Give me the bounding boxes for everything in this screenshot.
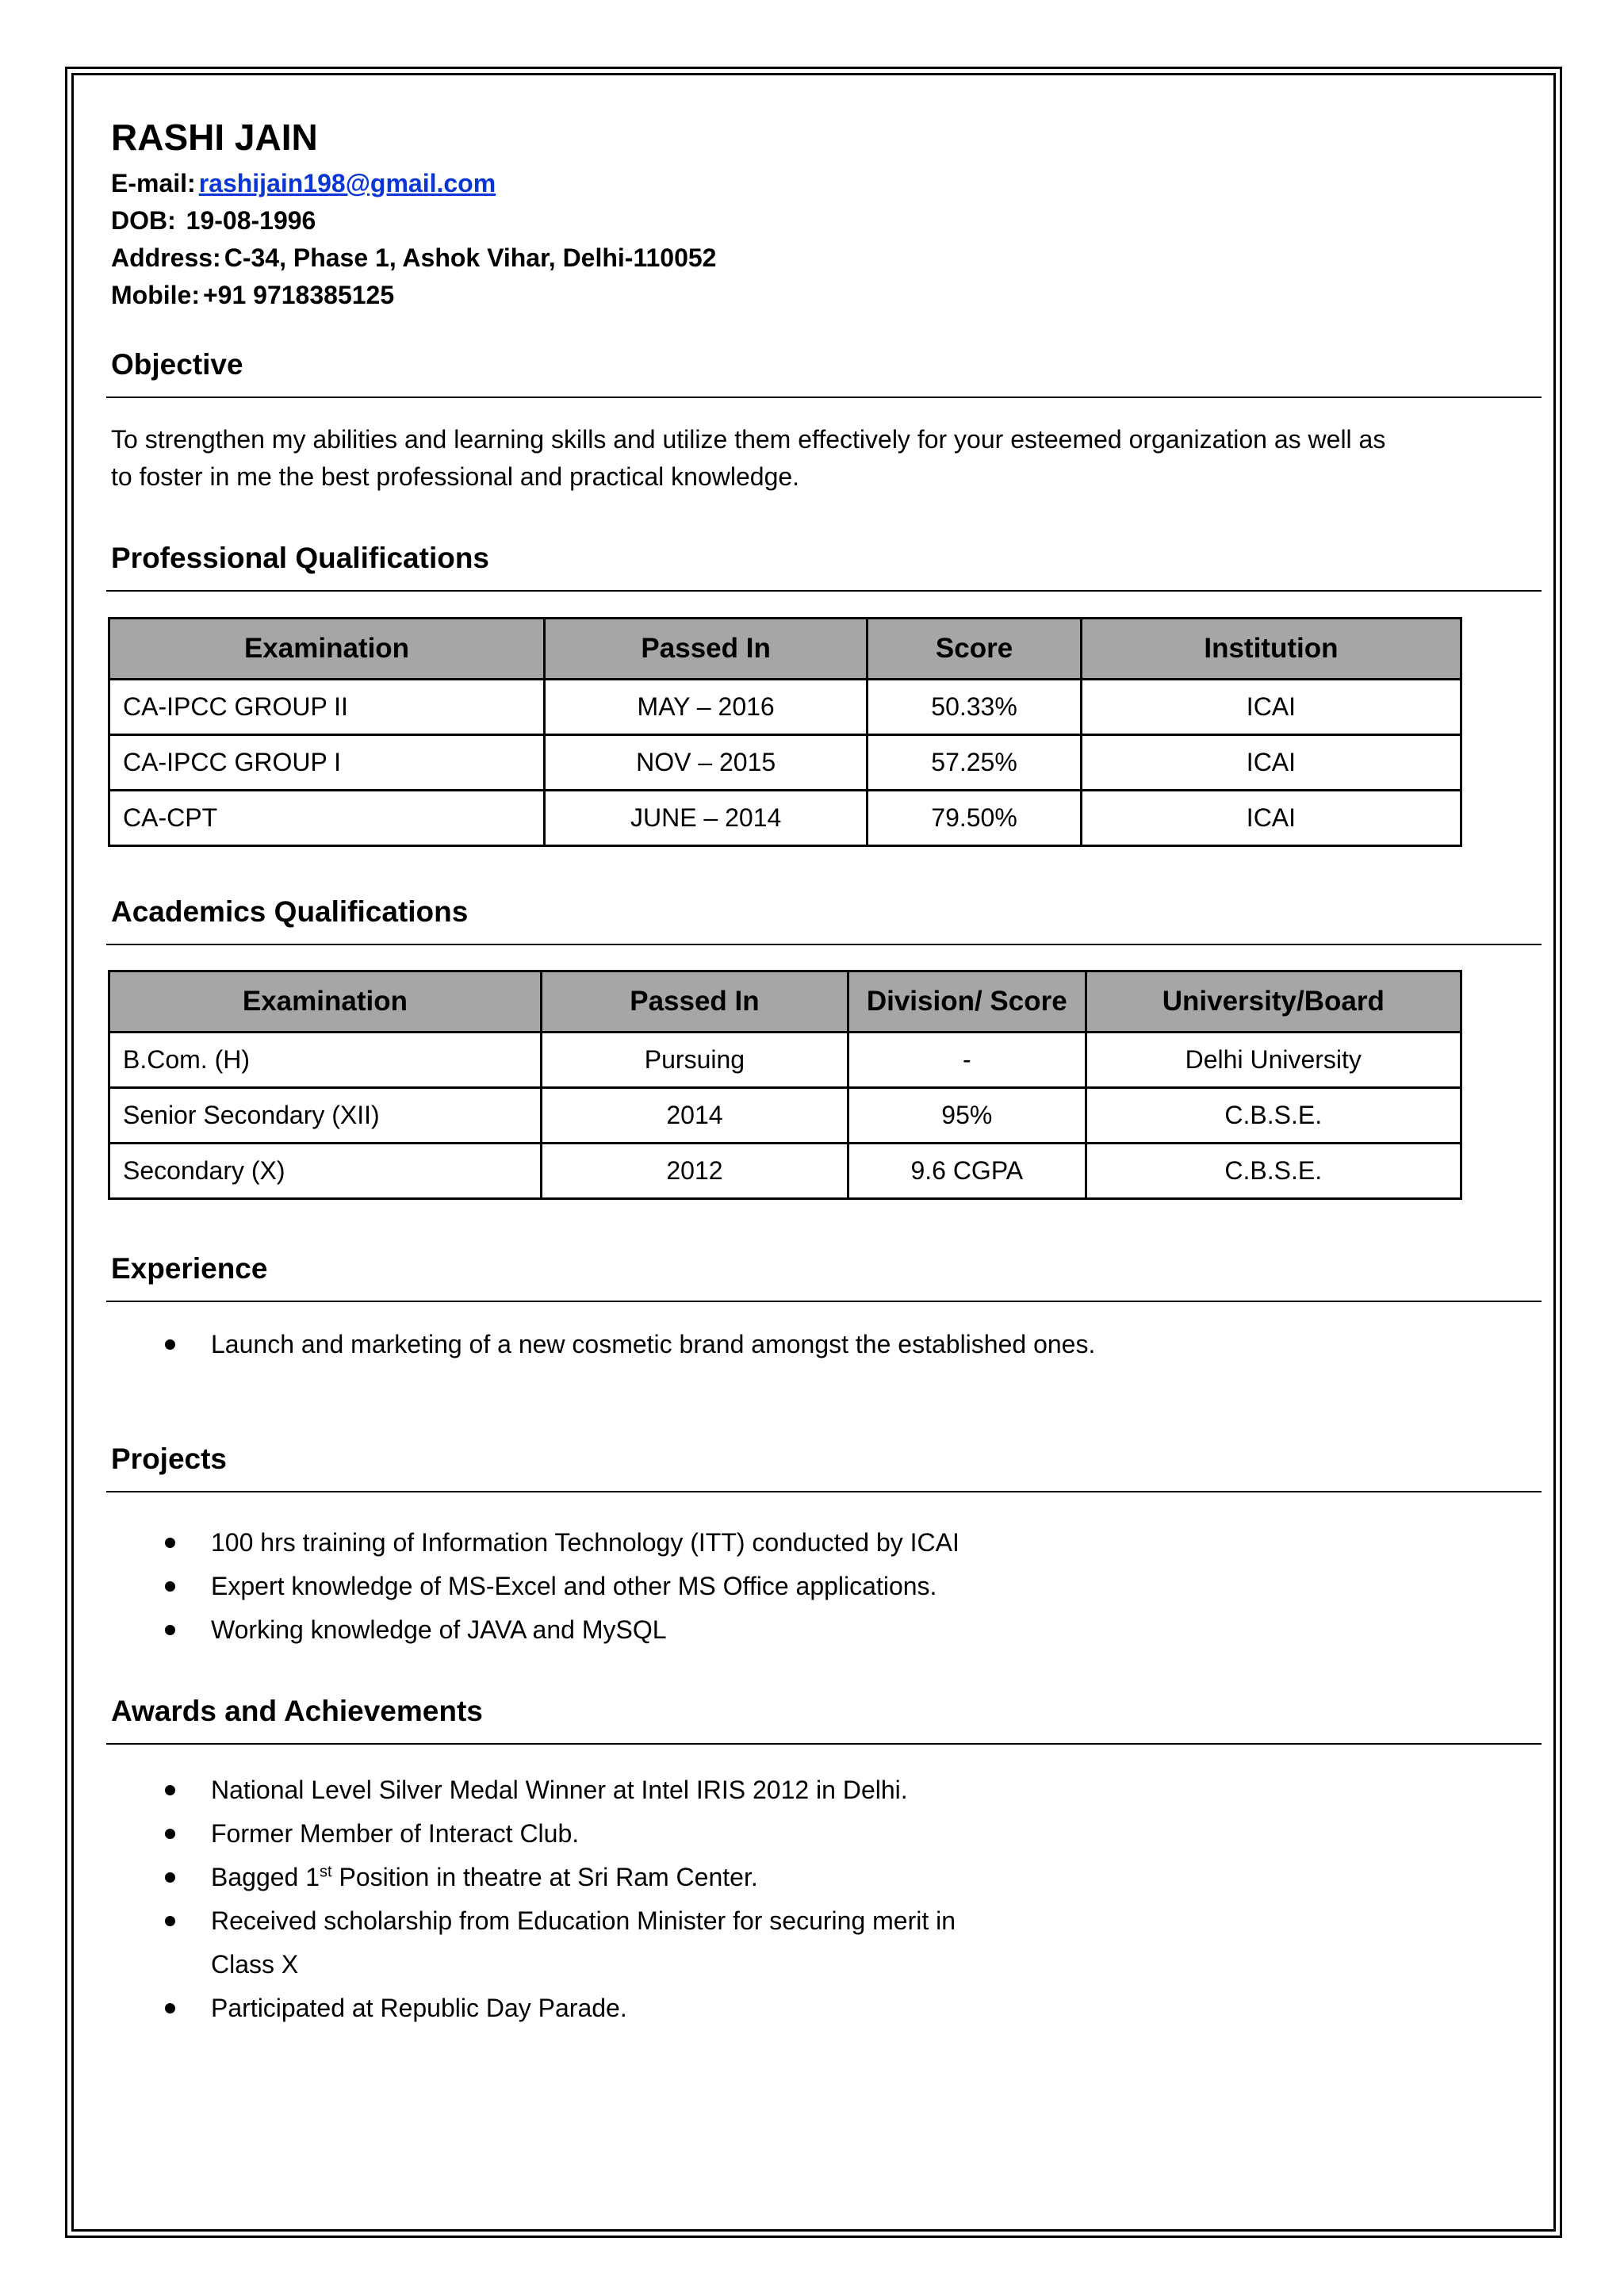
table-cell: Secondary (X) <box>109 1144 542 1199</box>
table-cell: NOV – 2015 <box>545 735 868 791</box>
bullet-icon <box>165 1339 175 1350</box>
mobile-value: +91 9718385125 <box>202 281 395 309</box>
list-item-text: Working knowledge of JAVA and MySQL <box>211 1615 667 1644</box>
table-row <box>109 1144 1461 1199</box>
academic-table <box>108 970 1462 1200</box>
dob-value: 19-08-1996 <box>186 206 316 235</box>
table-cell: 95% <box>848 1088 1086 1144</box>
table-cell: 50.33% <box>868 680 1082 735</box>
objective-text-line-1: To strengthen my abilities and learning skills and utilize them effectively for your esteemed organization as well as <box>111 425 1386 454</box>
bullet-icon <box>165 1829 175 1839</box>
bullet-icon <box>165 2003 175 2013</box>
table-cell: - <box>848 1033 1086 1088</box>
column-header: Score <box>868 619 1082 680</box>
table-row <box>109 791 1461 846</box>
address-line <box>111 239 1548 277</box>
table-cell: ICAI <box>1081 791 1461 846</box>
list-item-text: Participated at Republic Day Parade. <box>211 1994 627 2022</box>
bullet-icon <box>165 1785 175 1795</box>
table-cell: C.B.S.E. <box>1086 1088 1461 1144</box>
table-cell: 2014 <box>541 1088 848 1144</box>
dob-label: DOB: <box>111 206 176 235</box>
awards-section-header <box>111 1691 1548 1732</box>
list-item-text-line-2: Class X <box>211 1950 299 1979</box>
table-cell: ICAI <box>1081 680 1461 735</box>
table-cell: 2012 <box>541 1144 848 1199</box>
projects-list <box>111 1521 1221 1652</box>
academic-divider <box>106 944 1542 945</box>
table-row <box>109 1033 1461 1088</box>
experience-section-header <box>111 1248 1548 1289</box>
column-header: Passed In <box>545 619 868 680</box>
address-value: C-34, Phase 1, Ashok Vihar, Delhi-110052 <box>224 243 717 272</box>
list-item-text-end: Position in theatre at Sri Ram Center. <box>331 1863 758 1891</box>
experience-title: Experience <box>111 1252 268 1285</box>
table-cell: 79.50% <box>868 791 1082 846</box>
objective-title: Objective <box>111 348 243 381</box>
projects-divider <box>106 1491 1542 1492</box>
experience-divider <box>106 1301 1542 1302</box>
list-item <box>111 1812 1221 1856</box>
list-item-text: National Level Silver Medal Winner at Intel IRIS 2012 in Delhi. <box>211 1776 908 1804</box>
table-cell: 9.6 CGPA <box>848 1144 1086 1199</box>
column-header: Division/ Score <box>848 971 1086 1033</box>
table-row <box>109 680 1461 735</box>
list-item <box>111 1987 1221 2030</box>
list-item <box>111 1608 1221 1652</box>
table-cell: MAY – 2016 <box>545 680 868 735</box>
column-header: Passed In <box>541 971 848 1033</box>
table-cell: B.Com. (H) <box>109 1033 542 1088</box>
professional-title: Professional Qualifications <box>111 542 490 574</box>
table-cell: JUNE – 2014 <box>545 791 868 846</box>
dob-line <box>111 202 1548 239</box>
table-cell: CA-CPT <box>109 791 545 846</box>
table-cell: 57.25% <box>868 735 1082 791</box>
list-item-text-line-1: Received scholarship from Education Minister for securing merit in <box>211 1906 956 1935</box>
table-cell: Pursuing <box>541 1033 848 1088</box>
table-cell: ICAI <box>1081 735 1461 791</box>
table-header-row <box>109 971 1461 1033</box>
mobile-line <box>111 277 1548 314</box>
table-header-row <box>109 619 1461 680</box>
table-cell: CA-IPCC GROUP I <box>109 735 545 791</box>
table-cell: C.B.S.E. <box>1086 1144 1461 1199</box>
column-header: University/Board <box>1086 971 1461 1033</box>
list-item <box>111 1856 1221 1899</box>
awards-divider <box>106 1743 1542 1745</box>
resume <box>111 109 1548 2022</box>
objective-divider <box>106 397 1542 398</box>
list-item <box>111 1768 1221 1812</box>
objective-text <box>111 421 1538 496</box>
bullet-icon <box>165 1538 175 1548</box>
ordinal-suffix: st <box>320 1863 332 1881</box>
table-cell: Delhi University <box>1086 1033 1461 1088</box>
academic-title: Academics Qualifications <box>111 895 469 928</box>
email-line <box>111 165 1548 202</box>
awards-list <box>111 1768 1221 2030</box>
email-label: E-mail: <box>111 169 196 197</box>
list-item <box>111 1899 1221 1987</box>
mobile-label: Mobile: <box>111 281 200 309</box>
bullet-icon <box>165 1872 175 1883</box>
experience-list <box>111 1323 1221 1366</box>
professional-section-header <box>111 538 1548 579</box>
address-label: Address: <box>111 243 221 272</box>
list-item-text-start: Bagged 1 <box>211 1863 320 1891</box>
bullet-icon <box>165 1581 175 1592</box>
professional-table <box>108 617 1462 847</box>
professional-divider <box>106 590 1542 592</box>
list-item <box>111 1521 1221 1565</box>
column-header: Examination <box>109 619 545 680</box>
academic-section-header <box>111 891 1548 933</box>
table-row <box>109 1088 1461 1144</box>
list-item-text: 100 hrs training of Information Technology (ITT) conducted by ICAI <box>211 1528 959 1557</box>
projects-section-header <box>111 1439 1548 1480</box>
projects-title: Projects <box>111 1443 228 1475</box>
bullet-icon <box>165 1625 175 1635</box>
list-item-text: Expert knowledge of MS-Excel and other MS Office applications. <box>211 1572 937 1600</box>
candidate-name: RASHI JAIN <box>111 117 318 158</box>
awards-title: Awards and Achievements <box>111 1695 483 1727</box>
table-cell: Senior Secondary (XII) <box>109 1088 542 1144</box>
list-item-text: Launch and marketing of a new cosmetic brand amongst the established ones. <box>211 1330 1096 1358</box>
column-header: Institution <box>1081 619 1461 680</box>
list-item <box>111 1565 1221 1608</box>
column-header: Examination <box>109 971 542 1033</box>
objective-text-line-2: to foster in me the best professional and practical knowledge. <box>111 462 800 491</box>
list-item <box>111 1323 1221 1366</box>
table-cell: CA-IPCC GROUP II <box>109 680 545 735</box>
list-item-text: Former Member of Interact Club. <box>211 1819 580 1848</box>
table-row <box>109 735 1461 791</box>
bullet-icon <box>165 1916 175 1926</box>
email-link[interactable]: rashijain198@gmail.com <box>198 169 496 197</box>
objective-section-header <box>111 344 1548 385</box>
